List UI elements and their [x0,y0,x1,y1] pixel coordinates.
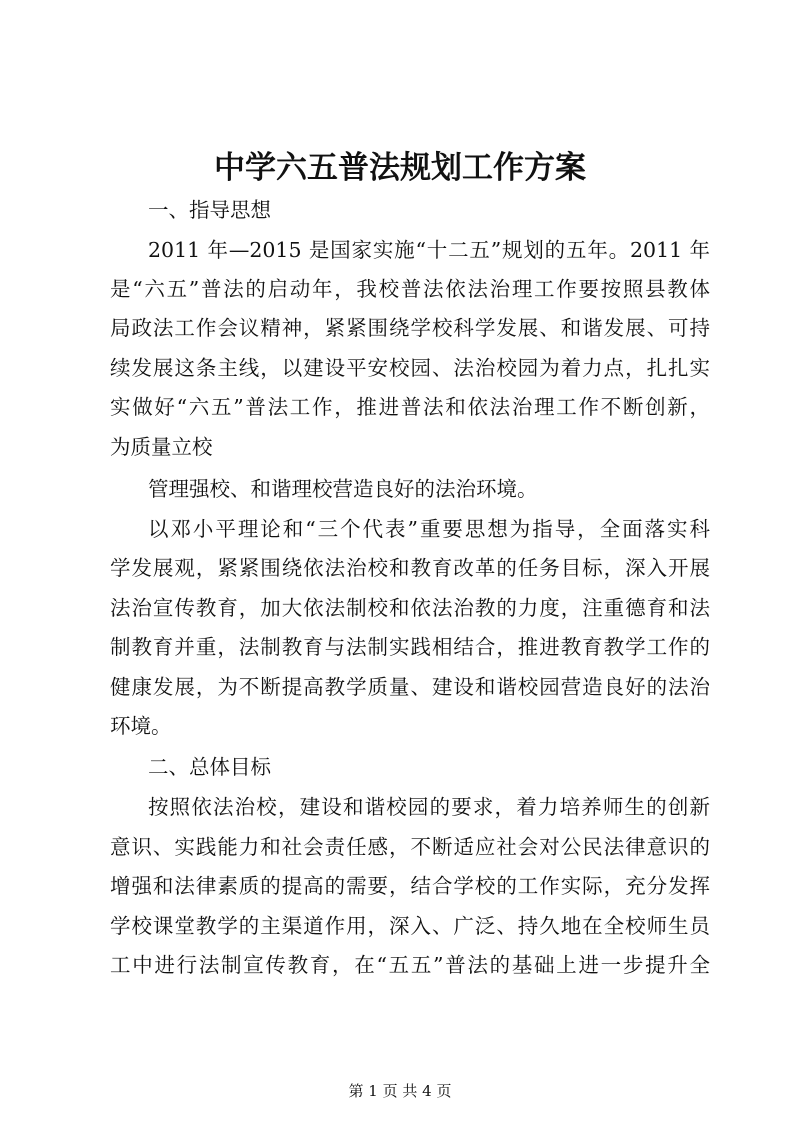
section-heading-guiding-ideology: 一、指导思想 [148,198,271,222]
paragraph-line: 管理强校、和谐理校营造良好的法治环境。 [148,477,538,501]
paragraph-line: 局政法工作会议精神，紧紧围绕学校科学发展、和谐发展、可持 [110,316,710,340]
section-heading-overall-goals: 二、总体目标 [148,755,271,779]
paragraph-line: 法治宣传教育，加大依法制校和依法治教的力度，注重德育和法 [110,596,710,620]
paragraph-line: 2011 年—2015 是国家实施“十二五”规划的五年。2011 年 [148,238,710,262]
paragraph-line: 按照依法治校，建设和谐校园的要求，着力培养师生的创新 [148,795,710,819]
document-title: 中学六五普法规划工作方案 [214,150,586,186]
paragraph-line: 学校课堂教学的主渠道作用，深入、广泛、持久地在全校师生员 [110,914,710,938]
paragraph-line: 意识、实践能力和社会责任感，不断适应社会对公民法律意识的 [110,835,710,859]
paragraph-line: 是“六五”普法的启动年，我校普法依法治理工作要按照县教体 [110,277,710,301]
paragraph-line: 实做好“六五”普法工作，推进普法和依法治理工作不断创新， [110,395,710,419]
paragraph-line: 学发展观，紧紧围绕依法治校和教育改革的任务目标，深入开展 [110,556,710,580]
paragraph-line: 以邓小平理论和“三个代表”重要思想为指导，全面落实科 [148,517,710,541]
paragraph-line: 制教育并重，法制教育与法制实践相结合，推进教育教学工作的 [110,635,710,659]
paragraph-line: 环境。 [110,714,172,738]
paragraph-line: 工中进行法制宣传教育，在“五五”普法的基础上进一步提升全 [110,953,710,977]
page-number-footer: 第 1 页 共 4 页 [348,1082,452,1100]
paragraph-line: 为质量立校 [110,435,213,459]
paragraph-line: 健康发展，为不断提高教学质量、建设和谐校园营造良好的法治 [110,675,710,699]
paragraph-line: 增强和法律素质的提高的需要，结合学校的工作实际，充分发挥 [110,874,710,898]
paragraph-line: 续发展这条主线，以建设平安校园、法治校园为着力点，扎扎实 [110,356,710,380]
